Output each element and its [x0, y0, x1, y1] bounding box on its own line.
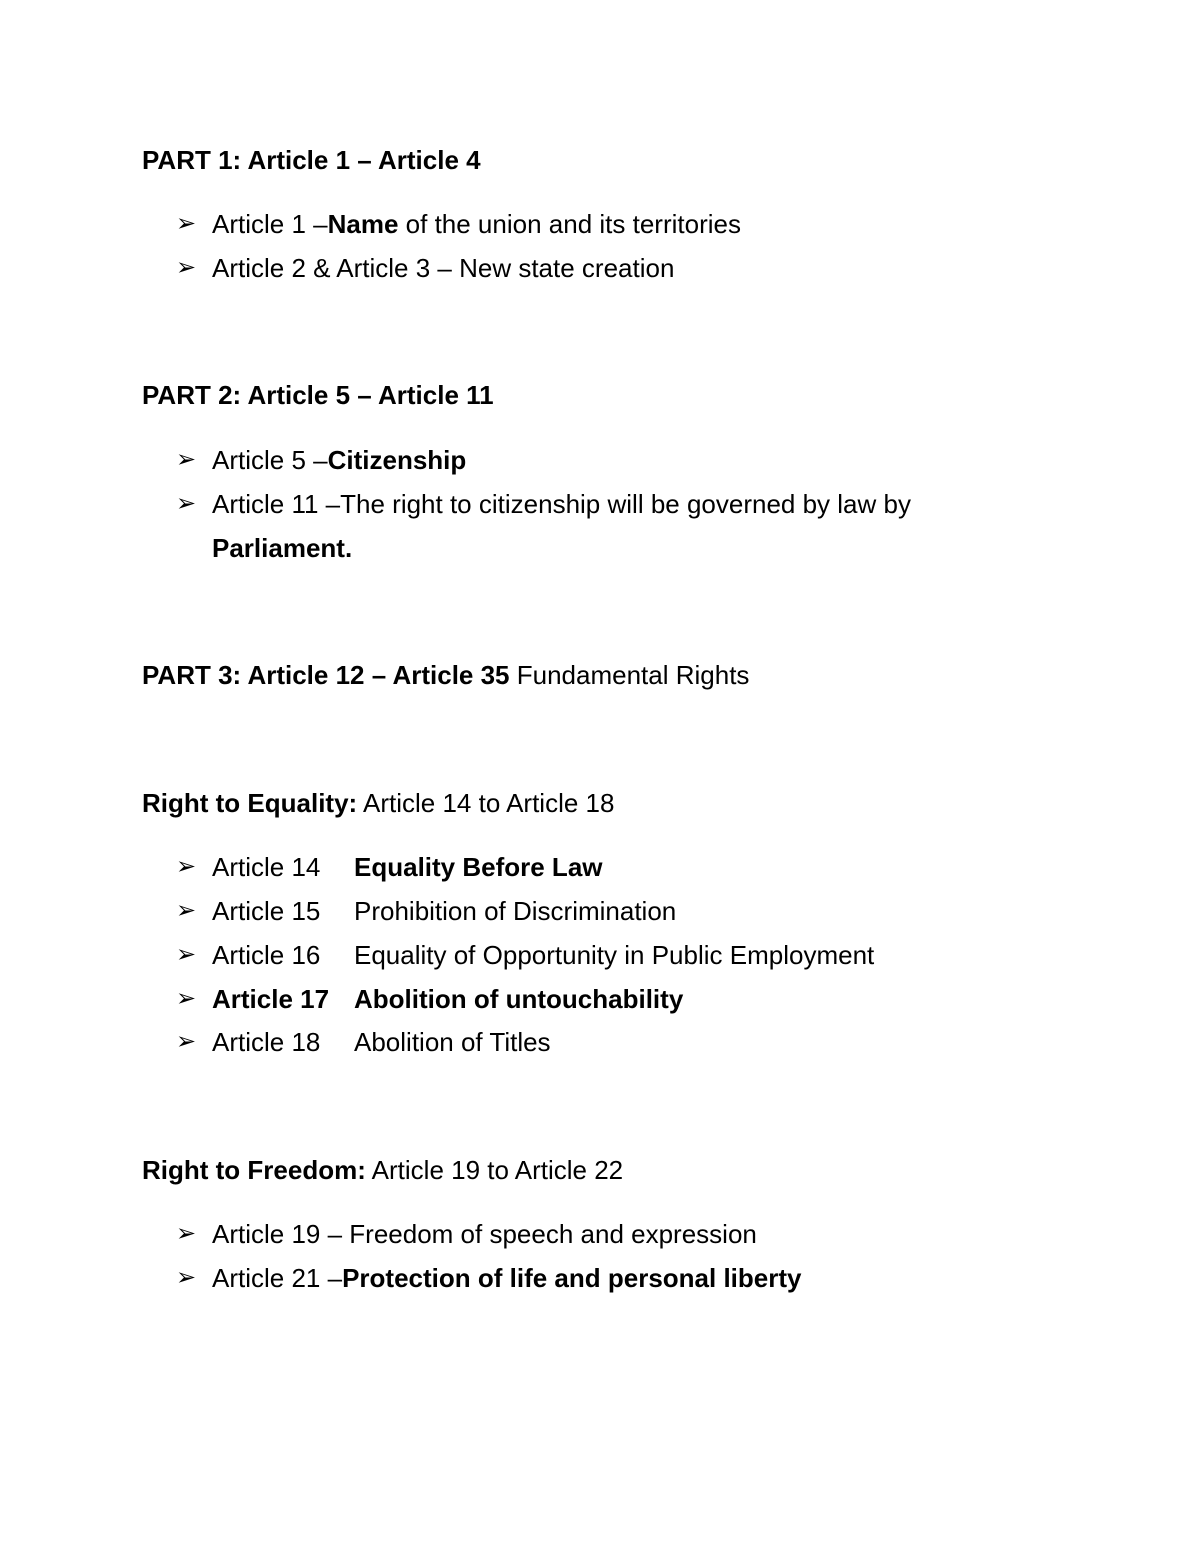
list-item [176, 208, 741, 240]
article-description: Equality of Opportunity in Public Employment [354, 940, 875, 970]
part3-heading-bold: PART 3: Article 12 – Article 35 [142, 660, 510, 690]
item-prefix: Article 2 & Article 3 – New state creation [212, 253, 675, 283]
article-description: Equality Before Law [354, 852, 603, 882]
arrow-bullet-icon: ➢ [176, 1264, 197, 1291]
part2-heading: PART 2: Article 5 – Article 11 [142, 380, 494, 410]
item-bold: Citizenship [327, 445, 467, 475]
list-item [176, 1262, 801, 1294]
freedom-heading [142, 1154, 623, 1186]
article-description: Abolition of Titles [354, 1027, 551, 1057]
item-rest: of the union and its territories [398, 209, 741, 239]
equality-heading [142, 787, 614, 819]
list-item [176, 939, 874, 971]
item-prefix: Article 5 – [212, 445, 328, 475]
item-prefix: Article 21 – [212, 1263, 343, 1293]
arrow-bullet-icon: ➢ [176, 985, 197, 1012]
arrow-bullet-icon: ➢ [176, 210, 197, 237]
list-item [176, 444, 466, 476]
article-description: Prohibition of Discrimination [354, 896, 677, 926]
arrow-bullet-icon: ➢ [176, 1220, 197, 1247]
arrow-bullet-icon: ➢ [176, 1028, 197, 1055]
list-item [176, 895, 676, 927]
list-item [176, 983, 683, 1015]
item-prefix: Article 1 – [212, 209, 328, 239]
list-item [176, 1026, 551, 1058]
arrow-bullet-icon: ➢ [176, 446, 197, 473]
arrow-bullet-icon: ➢ [176, 853, 197, 880]
article-number: Article 17 [212, 984, 330, 1014]
article-number: Article 18 [212, 1027, 321, 1057]
item-prefix: Article 11 –The right to citizenship will be governed by law by [212, 489, 911, 519]
list-item [176, 252, 674, 284]
part3-heading [142, 659, 749, 691]
equality-heading-bold: Right to Equality: [142, 788, 358, 818]
list-item [176, 851, 603, 883]
item-bold: Name [327, 209, 399, 239]
article-number: Article 14 [212, 852, 321, 882]
item-continuation: Parliament. [212, 533, 353, 563]
freedom-heading-bold: Right to Freedom: [142, 1155, 366, 1185]
part1-heading: PART 1: Article 1 – Article 4 [142, 145, 481, 175]
article-description: Abolition of untouchability [354, 984, 684, 1014]
list-item [176, 1218, 757, 1250]
part3-heading-rest: Fundamental Rights [509, 660, 750, 690]
article-number: Article 15 [212, 896, 321, 926]
arrow-bullet-icon: ➢ [176, 941, 197, 968]
article-number: Article 16 [212, 940, 321, 970]
item-prefix: Article 19 – Freedom of speech and expression [212, 1219, 757, 1249]
equality-heading-rest: Article 14 to Article 18 [357, 788, 615, 818]
freedom-heading-rest: Article 19 to Article 22 [365, 1155, 624, 1185]
arrow-bullet-icon: ➢ [176, 490, 197, 517]
item-bold: Protection of life and personal liberty [342, 1263, 802, 1293]
arrow-bullet-icon: ➢ [176, 254, 197, 281]
list-item [176, 488, 911, 520]
arrow-bullet-icon: ➢ [176, 897, 197, 924]
